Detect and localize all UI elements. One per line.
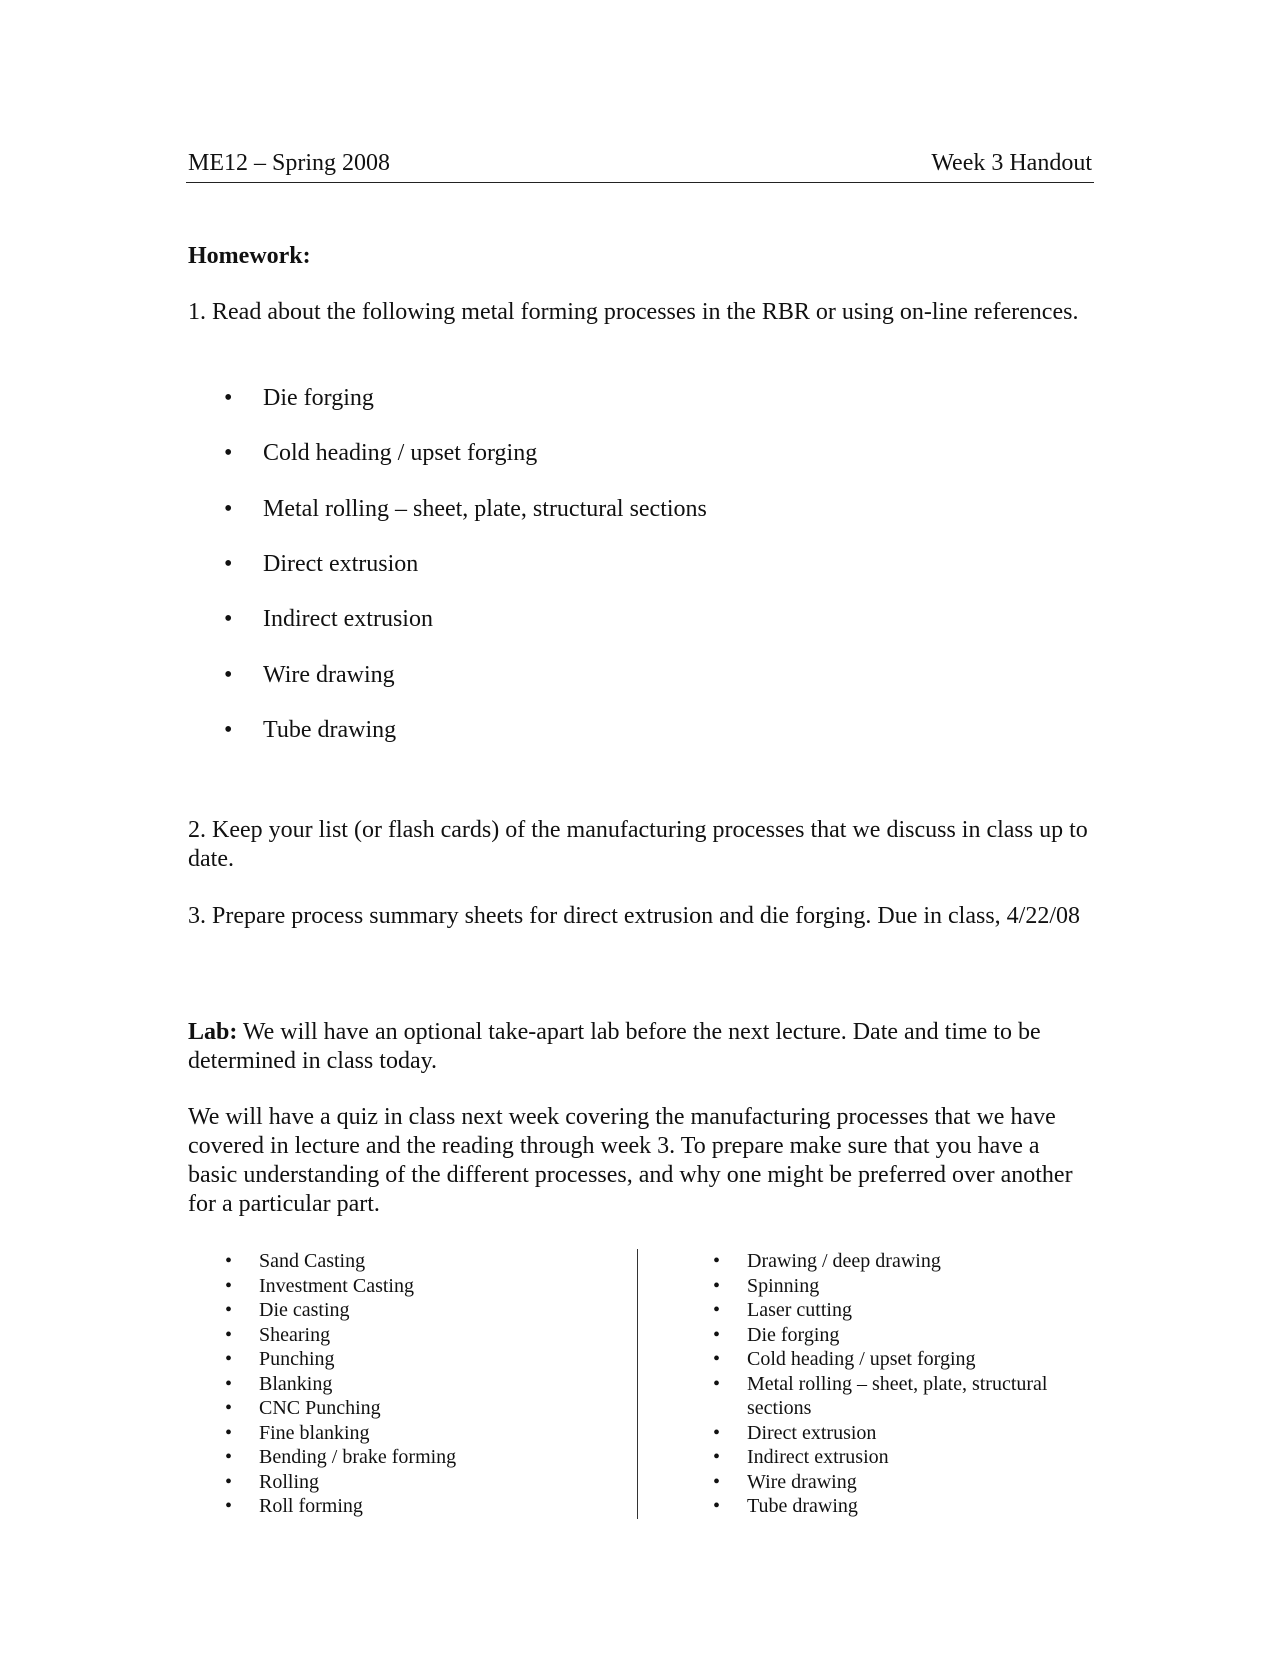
bullet-icon: •	[225, 1397, 233, 1419]
list-item	[708, 1274, 1098, 1299]
bullet-icon: •	[225, 1323, 233, 1346]
lab-paragraph	[188, 1018, 1088, 1076]
list-item-label: CNC Punching	[259, 1397, 381, 1419]
bullet-icon: •	[224, 496, 233, 522]
bullet-icon: •	[225, 1274, 233, 1297]
list-item	[220, 1249, 610, 1274]
list-item	[220, 1396, 610, 1421]
bullet-icon: •	[224, 385, 233, 411]
bullet-icon: •	[225, 1421, 233, 1444]
list-item-label: Tube drawing	[263, 717, 397, 743]
list-item-label: Investment Casting	[259, 1274, 414, 1297]
list-item-label: Drawing / deep drawing	[747, 1250, 941, 1272]
list-item-label: Roll forming	[259, 1495, 363, 1517]
bullet-icon: •	[713, 1446, 721, 1468]
list-item-label: Spinning	[747, 1274, 820, 1297]
list-item-label: Sand Casting	[259, 1250, 366, 1272]
handout-week: Week 3 Handout	[931, 150, 1092, 176]
homework-item-1: 1. Read about the following metal forming processes in the RBR or using on-line references.	[188, 299, 1079, 325]
bullet-icon: •	[225, 1250, 233, 1272]
list-item-label: Indirect extrusion	[263, 606, 433, 632]
list-item-label: Metal rolling – sheet, plate, structural sections	[263, 496, 707, 522]
list-item	[220, 1372, 610, 1397]
bullet-icon: •	[224, 662, 233, 688]
bullet-icon: •	[713, 1348, 721, 1370]
homework-item-2: 2. Keep your list (or flash cards) of the manufacturing processes that we discuss in class up to date.	[188, 817, 1088, 872]
lab-label: Lab:	[188, 1019, 238, 1045]
bullet-icon: •	[225, 1495, 233, 1517]
list-item-label: Shearing	[259, 1323, 331, 1346]
list-item-label: Indirect extrusion	[747, 1446, 889, 1468]
bullet-icon: •	[713, 1274, 721, 1297]
page-header	[186, 150, 1094, 183]
bullet-icon: •	[224, 606, 233, 632]
list-item	[220, 1445, 610, 1470]
list-item-label: Tube drawing	[747, 1495, 858, 1517]
list-item	[220, 1421, 610, 1446]
list-item	[708, 1494, 1098, 1519]
list-item-label: Rolling	[259, 1470, 320, 1493]
list-item-label: Blanking	[259, 1372, 333, 1395]
list-item	[708, 1249, 1098, 1274]
list-item-label: Wire drawing	[263, 662, 395, 688]
list-item-label: Direct extrusion	[263, 551, 419, 577]
bullet-icon: •	[225, 1372, 233, 1395]
list-item-label: Bending / brake forming	[259, 1446, 457, 1468]
list-item	[708, 1445, 1098, 1470]
homework-item-3: 3. Prepare process summary sheets for direct extrusion and die forging. Due in class, 4/22/08	[188, 903, 1081, 929]
quiz-paragraph: We will have a quiz in class next week covering the manufacturing processes that we have covered in lecture and the reading through week 3. To prepare make sure that you have a basic understanding of the different processes, and why one might be preferred over another for a particular part.	[188, 1104, 1073, 1217]
bullet-icon: •	[225, 1299, 233, 1321]
list-item-label: Metal rolling – sheet, plate, structural sections	[747, 1372, 1048, 1419]
process-list-right	[708, 1249, 1098, 1519]
list-item-label: Laser cutting	[747, 1299, 852, 1321]
list-item	[708, 1372, 1098, 1421]
list-item	[708, 1470, 1098, 1495]
list-item-label: Wire drawing	[747, 1470, 857, 1493]
list-item-label: Fine blanking	[259, 1421, 370, 1444]
bullet-icon: •	[713, 1495, 721, 1517]
list-item	[220, 1494, 610, 1519]
list-item-label: Die casting	[259, 1299, 350, 1321]
bullet-icon: •	[224, 440, 233, 466]
list-item	[708, 1421, 1098, 1446]
list-item-label: Die forging	[263, 385, 374, 411]
list-item	[220, 1323, 610, 1348]
list-item-label: Die forging	[747, 1323, 840, 1346]
bullet-icon: •	[713, 1372, 721, 1395]
list-item-label: Punching	[259, 1348, 335, 1370]
list-item	[708, 1347, 1098, 1372]
bullet-icon: •	[225, 1348, 233, 1370]
list-item-label: Cold heading / upset forging	[263, 440, 538, 466]
bullet-icon: •	[713, 1250, 721, 1272]
list-item	[220, 1298, 610, 1323]
list-item	[708, 1323, 1098, 1348]
bullet-icon: •	[224, 717, 233, 743]
bullet-icon: •	[225, 1470, 233, 1493]
bullet-icon: •	[713, 1323, 721, 1346]
list-item	[220, 1470, 610, 1495]
bullet-icon: •	[224, 551, 233, 577]
course-title: ME12 – Spring 2008	[188, 150, 391, 176]
list-item-label: Direct extrusion	[747, 1421, 877, 1444]
lab-text: We will have an optional take-apart lab before the next lecture. Date and time to be determined in class today.	[188, 1019, 1041, 1074]
list-item	[708, 1298, 1098, 1323]
bullet-icon: •	[225, 1446, 233, 1468]
process-list-left	[220, 1249, 610, 1519]
homework-heading: Homework:	[188, 243, 311, 269]
bullet-icon: •	[713, 1421, 721, 1444]
bullet-icon: •	[713, 1299, 721, 1321]
bullet-icon: •	[713, 1470, 721, 1493]
list-item-label: Cold heading / upset forging	[747, 1348, 976, 1370]
list-item	[220, 1274, 610, 1299]
list-item	[220, 1347, 610, 1372]
column-divider	[637, 1249, 638, 1519]
